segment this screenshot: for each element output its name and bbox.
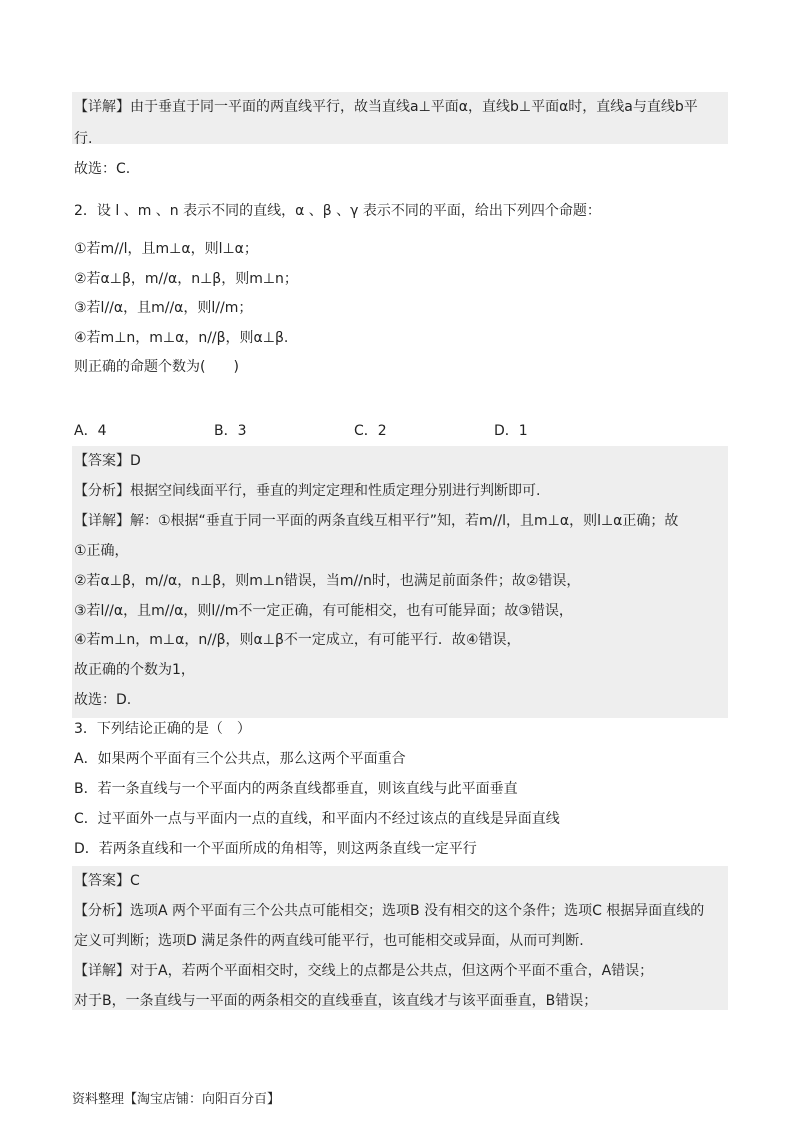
detail-q2-line-3: ②若α⊥β，m//α，n⊥β，则m⊥n错误，当m//n时，也满足前面条件；故②错误， <box>74 573 581 589</box>
detail-q2-line-4: ③若l//α，且m//α，则l//m不一定正确，有可能相交，也有可能异面；故③错误， <box>74 603 573 619</box>
option-c: C．2 <box>354 423 387 439</box>
detail-q2-line-5: ④若m⊥n，m⊥α，n//β，则α⊥β不一定成立，有可能平行．故④错误， <box>74 632 521 648</box>
detail-q2-line-1: 【详解】解：①根据“垂直于同一平面的两条直线互相平行”知，若m//l，且m⊥α，则l⊥α正确；故 <box>74 513 679 529</box>
question-3-option-b: B．若一条直线与一个平面内的两条直线都垂直，则该直线与此平面垂直 <box>74 781 518 797</box>
choice-line-q1: 故选：C. <box>74 161 131 177</box>
analysis-q3-line-1: 【分析】选项A 两个平面有三个公共点可能相交；选项B 没有相交的这个条件；选项C 根据异面直线的 <box>74 903 705 919</box>
question-3-head: 3．下列结论正确的是（ ） <box>74 721 251 737</box>
question-2-ask: 则正确的命题个数为( ) <box>74 359 239 375</box>
proposition-3: ③若l//α，且m//α，则l//m； <box>74 300 253 316</box>
option-a: A．4 <box>74 423 107 439</box>
detail-q2-line-6: 故正确的个数为1， <box>74 662 195 678</box>
detail-line-1: 【详解】由于垂直于同一平面的两直线平行，故当直线a⊥平面α，直线b⊥平面α时，直线a与直线b平 <box>74 99 698 115</box>
detail-q3-line-1: 【详解】对于A，若两个平面相交时，交线上的点都是公共点，但这两个平面不重合，A错误； <box>74 963 654 979</box>
analysis-q2: 【分析】根据空间线面平行，垂直的判定定理和性质定理分别进行判断即可. <box>74 483 541 499</box>
answer-q3: 【答案】C <box>74 873 140 889</box>
detail-line-2: 行. <box>74 131 93 147</box>
proposition-4: ④若m⊥n，m⊥α，n//β，则α⊥β. <box>74 330 289 346</box>
detail-q2-line-7: 故选：D. <box>74 692 132 708</box>
proposition-2: ②若α⊥β，m//α，n⊥β，则m⊥n； <box>74 271 298 287</box>
question-3-option-c: C．过平面外一点与平面内一点的直线，和平面内不经过该点的直线是异面直线 <box>74 811 560 827</box>
analysis-q3-line-2: 定义可判断；选项D 满足条件的两直线可能平行，也可能相交或异面，从而可判断. <box>74 933 584 949</box>
question-2-head: 2．设 l 、m 、n 表示不同的直线，α 、β 、γ 表示不同的平面，给出下列四个命题： <box>74 203 601 219</box>
question-3-option-a: A．如果两个平面有三个公共点，那么这两个平面重合 <box>74 751 406 767</box>
detail-q2-line-2: ①正确， <box>74 543 129 559</box>
answer-q2: 【答案】D <box>74 453 141 469</box>
option-d: D．1 <box>494 423 528 439</box>
question-3-option-d: D．若两条直线和一个平面所成的角相等，则这两条直线一定平行 <box>74 841 477 857</box>
page-footer: 资料整理【淘宝店铺：向阳百分百】 <box>72 1092 281 1107</box>
detail-q3-line-2: 对于B，一条直线与一平面的两条相交的直线垂直，该直线才与该平面垂直，B错误； <box>74 993 598 1009</box>
proposition-1: ①若m//l，且m⊥α，则l⊥α； <box>74 241 258 257</box>
option-b: B．3 <box>214 423 247 439</box>
